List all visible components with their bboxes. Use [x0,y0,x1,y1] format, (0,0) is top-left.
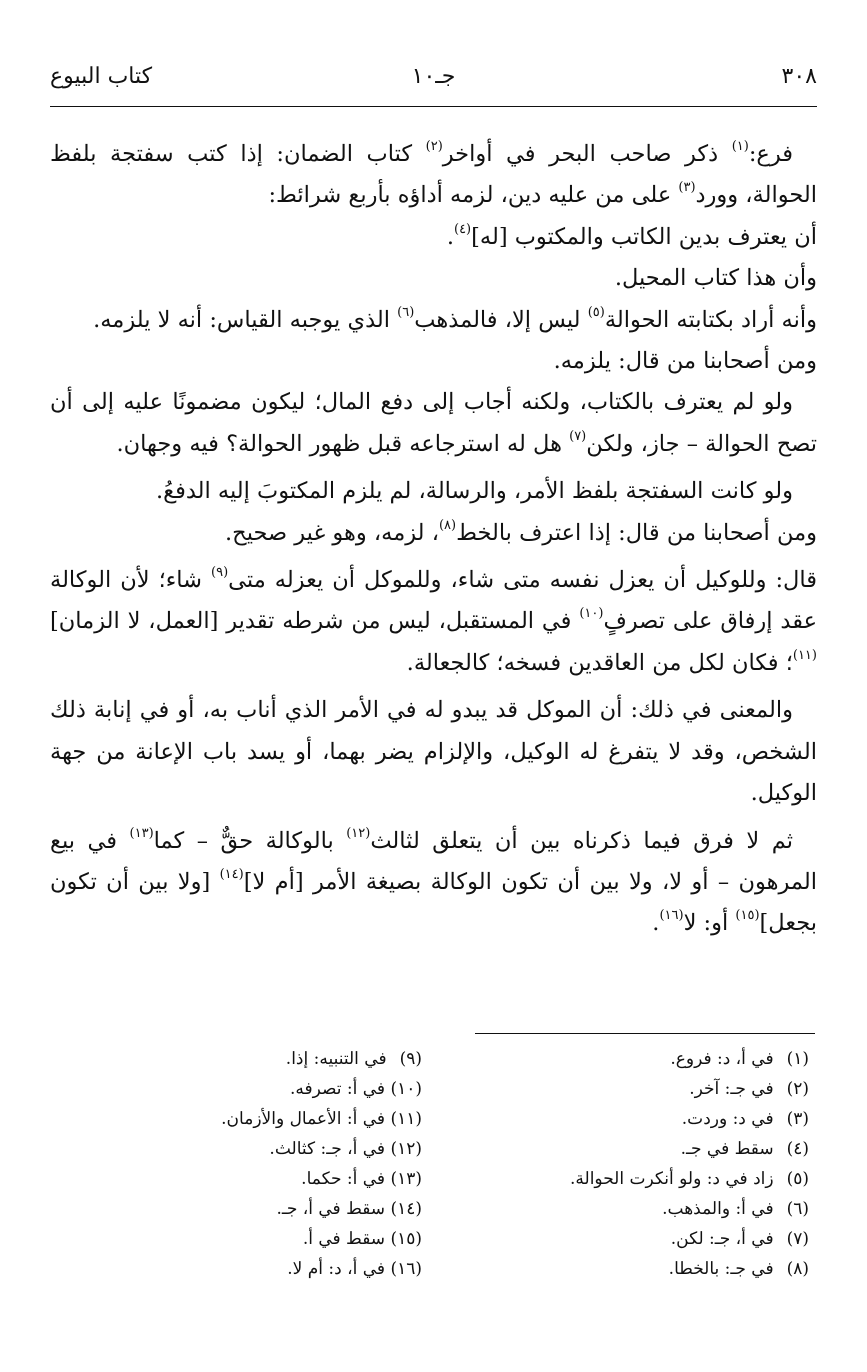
text-run: في بيع المرهون – أو لا، ولا بين أن تكون الوكالة بصيغة الأمر [أم لا] [50,827,817,895]
paragraph-condition-1 [50,217,817,258]
paragraph-opinion: ومن أصحابنا من قال: يلزمه. [553,348,817,375]
footnote-ref: (٩) [211,565,229,581]
footnote-ref: (٨) [438,517,457,533]
text-run: ؛ فكان لكل من العاقدين فسخه؛ كالجعالة. [406,649,793,676]
footnote [509,1254,809,1284]
footnote-text: سقط في أ، جـ. [276,1199,386,1219]
footnote-ref: (٢) [425,139,443,154]
footnote-text: في أ: تصرفه. [289,1079,386,1099]
footnote-ref: (١٦) [659,908,684,924]
text-run: ليس إلا، فالمذهب [414,306,588,333]
footnote [509,1074,809,1104]
footnote-number: (٧) [786,1229,809,1249]
footnote-number: (١) [786,1049,809,1069]
paragraph-condition-2: وأن هذا كتاب المحيل. [614,265,817,292]
footnote-number: (٦) [786,1199,809,1219]
footnote [122,1194,422,1224]
footnote-number: (٨) [786,1259,809,1279]
text-run: أو: لا [683,910,736,937]
footnote [509,1134,809,1164]
paragraph-rationale: والمعنى في ذلك: أن الموكل قد يبدو له في الأمر الذي أناب به، أو في إنابة ذلك الشخص، وقد لا يتفرغ له الوكيل، والإلزام يضر بهما، أو يسد باب الإعانة من جهة الوكيل. [50,697,817,807]
paragraph-no-difference [50,821,817,945]
footnote-text: في جـ: بالخطا. [668,1259,774,1279]
paragraph-command-wording: ولو كانت السفتجة بلفظ الأمر، والرسالة، لم يلزم المكتوبَ إليه الدفعُ. [155,478,793,505]
footnote-divider [475,1033,815,1034]
text-run: كتاب الضمان: إذا كتب سفتجة بلفظ الحوالة، وورد [50,141,817,209]
book-title: كتاب البيوع [50,64,153,89]
footnote-ref: (١) [731,139,749,154]
footnote [122,1044,422,1074]
footnote-number: (١٦) [390,1259,422,1279]
paragraph-agent-dismissal [50,560,817,684]
footnote-ref: (١٣) [129,825,154,841]
volume-label: جـ١٠ [411,64,456,89]
footnote-text: سقط في أ. [302,1229,386,1249]
footnote-number: (١٣) [390,1169,422,1189]
text-run: وأنه أراد بكتابته الحوالة [604,306,817,333]
text-run: قال: وللوكيل أن يعزل نفسه متى شاء، وللموكل أن يعزله متى [228,567,817,594]
footnote-text: في أ، د: أم لا. [287,1259,386,1279]
text-run: [ولا بين أن تكون بجعل] [50,868,817,937]
header-divider [50,106,817,107]
footnote [122,1164,422,1194]
footnote [509,1194,809,1224]
footnote [509,1044,809,1074]
footnote-text: في أ، جـ: كثالث. [269,1139,386,1159]
footnote-ref: (١٥) [735,908,760,924]
footnote-number: (١١) [390,1109,422,1129]
footnote-number: (٤) [786,1139,809,1159]
running-header [50,64,817,102]
footnote-number: (١٥) [390,1229,422,1249]
footnote-text: في أ، د: فروع. [670,1049,774,1069]
footnote-text: في جـ: آخر. [689,1079,774,1099]
footnote-text: زاد في د: ولو أنكرت الحوالة. [570,1169,774,1189]
footnote-text: في أ: الأعمال والأزمان. [221,1109,386,1129]
footnote-ref: (١١) [792,647,817,663]
footnote-number: (٢) [786,1079,809,1099]
footnote-text: في أ: والمذهب. [662,1199,774,1219]
footnote-text: في د: وردت. [681,1109,774,1129]
footnote-number: (٥) [786,1169,809,1189]
footnote [509,1104,809,1134]
footnote-text: في أ، جـ: لكن. [670,1229,774,1249]
text-run: . [652,910,660,937]
text-run: في المستقبل، ليس من شرطه تقدير [العمل، لا الزمان] [50,608,580,635]
footnote-ref: (١٠) [579,606,604,622]
footnote [122,1134,422,1164]
footnote [509,1224,809,1254]
footnote-ref: (٥) [587,304,605,320]
text-run: ثم لا فرق فيما ذكرناه بين أن يتعلق لثالث [370,827,793,854]
footnote [122,1074,422,1104]
footnote-text: في أ: حكما. [301,1169,386,1189]
text-run: على من عليه دين، لزمه أداؤه بأربع شرائط: [268,182,679,209]
main-text [50,134,817,945]
text-run: ومن أصحابنا من قال: إذا اعترف بالخط [456,519,817,546]
footnote-ref: (٤) [453,221,472,237]
text-run: هل له استرجاعه قبل ظهور الحوالة؟ فيه وجهان. [116,430,570,457]
footnote [122,1224,422,1254]
text-run: ولو لم يعترف بالكتاب، ولكنه أجاب إلى دفع المال؛ ليكون مضمونًا عليه إلى أن تصح الحوالة – جاز، ولكن [50,389,817,457]
footnotes-column-2 [122,1044,422,1284]
footnote-number: (١٤) [390,1199,422,1219]
footnote-ref: (٣) [678,180,696,196]
text-run: بالوكالة حقٌّ – كما [153,827,347,854]
paragraph-condition-3 [50,300,817,341]
footnotes-column-1 [509,1044,809,1284]
footnote-ref: (١٢) [346,825,371,841]
footnote-number: (٣) [786,1109,809,1129]
text-run: ، لزمه، وهو غير صحيح. [225,519,439,546]
footnote-ref: (٧) [569,428,587,444]
footnote-number: (٩) [399,1049,422,1069]
text-run: شاء؛ لأن الوكالة عقد إرفاق على تصرفٍ [50,567,817,635]
footnote-ref: (٦) [397,304,415,320]
footnote [122,1254,422,1284]
footnote-text: سقط في جـ. [680,1139,774,1159]
footnote-number: (١٠) [390,1079,422,1099]
paragraph-no-acknowledgement [50,382,817,465]
footnote-ref: (١٤) [219,866,244,882]
text-run: الذي يوجبه القياس: أنه لا يلزمه. [93,306,398,333]
text-run: ذكر صاحب البحر في أواخر [442,141,732,167]
text-run: أن يعترف بدين الكاتب والمكتوب [له] [471,223,817,250]
text-run: فرع: [748,141,794,167]
text-run: . [446,223,454,250]
footnote [122,1104,422,1134]
page-number: ٣٠٨ [781,64,817,89]
footnote [509,1164,809,1194]
footnote-text: في التنبيه: إذا. [285,1049,387,1069]
paragraph-branch [50,134,817,217]
footnote-number: (١٢) [390,1139,422,1159]
paragraph-handwriting [50,513,817,554]
